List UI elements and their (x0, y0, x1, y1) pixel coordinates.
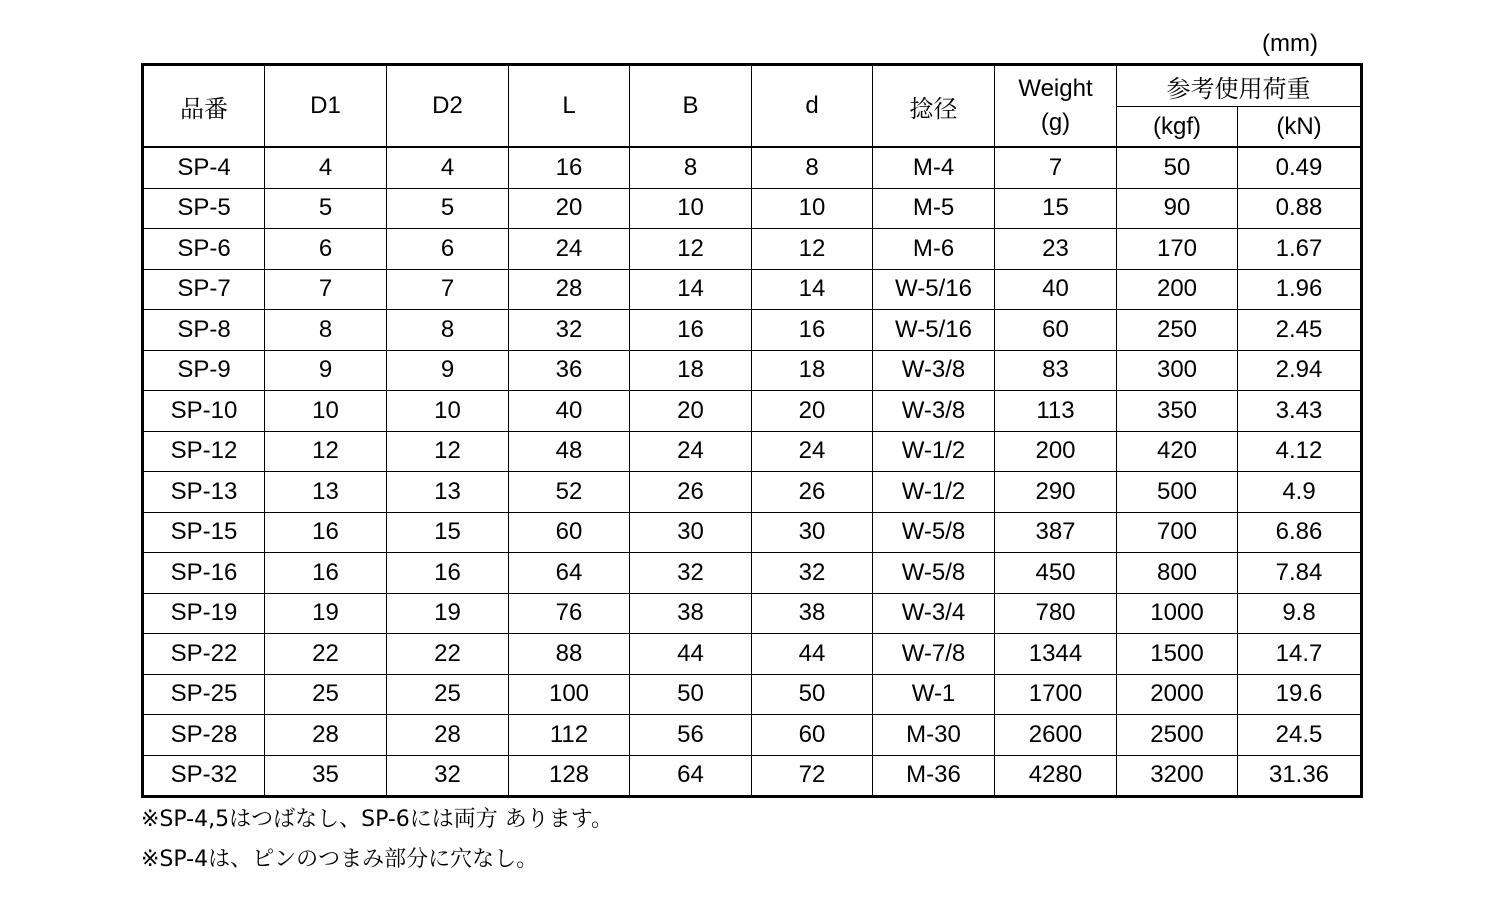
cell-load-kn: 0.49 (1238, 147, 1362, 188)
note-pin-hole: ※SP-4は、ピンのつまみ部分に穴なし。 (141, 847, 539, 872)
header-weight-line1: Weight (1018, 75, 1093, 102)
cell-load-kn: 31.36 (1238, 755, 1362, 797)
cell-d2: 13 (387, 472, 509, 513)
cell-l: 52 (509, 472, 630, 513)
table-row (143, 715, 1362, 756)
cell-load-kgf: 700 (1117, 512, 1238, 553)
notes (141, 800, 613, 880)
cell-l: 32 (509, 310, 630, 351)
cell-l: 20 (509, 188, 630, 229)
cell-l: 112 (509, 715, 630, 756)
table-row (143, 553, 1362, 594)
unit-label: (mm) (1262, 30, 1318, 57)
header-b: B (630, 65, 752, 148)
cell-weight: 290 (995, 472, 1117, 513)
cell-b: 24 (630, 431, 752, 472)
cell-load-kgf: 3200 (1117, 755, 1238, 797)
cell-d2: 6 (387, 229, 509, 270)
cell-l: 60 (509, 512, 630, 553)
cell-d2: 19 (387, 593, 509, 634)
cell-thread: W-1/2 (873, 431, 995, 472)
header-row-top (143, 65, 1362, 107)
cell-l: 76 (509, 593, 630, 634)
cell-d2: 22 (387, 634, 509, 675)
table-row (143, 674, 1362, 715)
table-row (143, 269, 1362, 310)
cell-d1: 9 (265, 350, 387, 391)
cell-d: 18 (752, 350, 873, 391)
cell-weight: 113 (995, 391, 1117, 432)
cell-d: 50 (752, 674, 873, 715)
cell-thread: M-36 (873, 755, 995, 797)
table-row (143, 593, 1362, 634)
cell-weight: 83 (995, 350, 1117, 391)
cell-load-kn: 1.96 (1238, 269, 1362, 310)
note-flange: ※SP-4,5はつばなし、SP-6には両方 あります。 (141, 807, 614, 832)
cell-d2: 16 (387, 553, 509, 594)
cell-part-no: SP-19 (143, 593, 265, 634)
cell-part-no: SP-5 (143, 188, 265, 229)
header-load-group: 参考使用荷重 (1117, 65, 1362, 107)
cell-b: 8 (630, 147, 752, 188)
cell-d1: 28 (265, 715, 387, 756)
cell-load-kgf: 2500 (1117, 715, 1238, 756)
cell-b: 26 (630, 472, 752, 513)
header-load-kgf: (kgf) (1117, 107, 1238, 148)
cell-load-kn: 9.8 (1238, 593, 1362, 634)
cell-thread: M-4 (873, 147, 995, 188)
cell-l: 36 (509, 350, 630, 391)
cell-load-kn: 14.7 (1238, 634, 1362, 675)
cell-d: 32 (752, 553, 873, 594)
cell-weight: 40 (995, 269, 1117, 310)
cell-d1: 25 (265, 674, 387, 715)
cell-load-kgf: 200 (1117, 269, 1238, 310)
cell-load-kgf: 1000 (1117, 593, 1238, 634)
cell-d1: 22 (265, 634, 387, 675)
header-weight (995, 65, 1117, 148)
header-d: d (752, 65, 873, 148)
cell-d1: 8 (265, 310, 387, 351)
cell-weight: 387 (995, 512, 1117, 553)
header-thread: 捻径 (873, 65, 995, 148)
table-row (143, 512, 1362, 553)
table-row (143, 188, 1362, 229)
cell-d1: 12 (265, 431, 387, 472)
cell-part-no: SP-9 (143, 350, 265, 391)
cell-b: 16 (630, 310, 752, 351)
cell-weight: 60 (995, 310, 1117, 351)
table-row (143, 229, 1362, 270)
cell-d: 24 (752, 431, 873, 472)
table-row (143, 147, 1362, 188)
cell-thread: W-3/8 (873, 350, 995, 391)
cell-thread: W-5/8 (873, 512, 995, 553)
cell-load-kn: 1.67 (1238, 229, 1362, 270)
cell-load-kn: 6.86 (1238, 512, 1362, 553)
cell-d: 38 (752, 593, 873, 634)
cell-b: 38 (630, 593, 752, 634)
cell-b: 64 (630, 755, 752, 797)
cell-b: 18 (630, 350, 752, 391)
cell-d: 30 (752, 512, 873, 553)
cell-part-no: SP-15 (143, 512, 265, 553)
cell-part-no: SP-25 (143, 674, 265, 715)
table-row (143, 634, 1362, 675)
cell-d: 44 (752, 634, 873, 675)
cell-weight: 7 (995, 147, 1117, 188)
cell-weight: 1344 (995, 634, 1117, 675)
header-l: L (509, 65, 630, 148)
cell-thread: W-1 (873, 674, 995, 715)
cell-thread: M-5 (873, 188, 995, 229)
table-body (143, 147, 1362, 797)
cell-load-kn: 4.12 (1238, 431, 1362, 472)
cell-load-kn: 4.9 (1238, 472, 1362, 513)
table-row (143, 431, 1362, 472)
cell-thread: W-7/8 (873, 634, 995, 675)
cell-thread: W-5/16 (873, 269, 995, 310)
cell-part-no: SP-6 (143, 229, 265, 270)
cell-l: 100 (509, 674, 630, 715)
cell-load-kn: 2.45 (1238, 310, 1362, 351)
cell-d: 8 (752, 147, 873, 188)
cell-thread: M-30 (873, 715, 995, 756)
cell-b: 56 (630, 715, 752, 756)
cell-l: 40 (509, 391, 630, 432)
header-load-kn: (kN) (1238, 107, 1362, 148)
cell-thread: W-1/2 (873, 472, 995, 513)
cell-weight: 780 (995, 593, 1117, 634)
cell-b: 10 (630, 188, 752, 229)
cell-load-kn: 2.94 (1238, 350, 1362, 391)
cell-d1: 4 (265, 147, 387, 188)
cell-load-kgf: 250 (1117, 310, 1238, 351)
table-row (143, 310, 1362, 351)
cell-load-kgf: 800 (1117, 553, 1238, 594)
cell-load-kgf: 50 (1117, 147, 1238, 188)
cell-d: 10 (752, 188, 873, 229)
cell-part-no: SP-22 (143, 634, 265, 675)
cell-l: 48 (509, 431, 630, 472)
table-row (143, 350, 1362, 391)
cell-load-kn: 0.88 (1238, 188, 1362, 229)
cell-d1: 10 (265, 391, 387, 432)
cell-d2: 4 (387, 147, 509, 188)
cell-b: 14 (630, 269, 752, 310)
header-d1: D1 (265, 65, 387, 148)
header-d2: D2 (387, 65, 509, 148)
header-part-no: 品番 (143, 65, 265, 148)
cell-l: 24 (509, 229, 630, 270)
cell-part-no: SP-13 (143, 472, 265, 513)
cell-part-no: SP-16 (143, 553, 265, 594)
cell-d2: 8 (387, 310, 509, 351)
cell-d: 14 (752, 269, 873, 310)
cell-d: 72 (752, 755, 873, 797)
cell-d2: 10 (387, 391, 509, 432)
spec-table (141, 63, 1363, 798)
cell-part-no: SP-28 (143, 715, 265, 756)
cell-d1: 19 (265, 593, 387, 634)
header-weight-line2: (g) (1040, 109, 1071, 136)
cell-weight: 23 (995, 229, 1117, 270)
cell-b: 50 (630, 674, 752, 715)
cell-d: 20 (752, 391, 873, 432)
cell-d2: 15 (387, 512, 509, 553)
cell-l: 128 (509, 755, 630, 797)
cell-weight: 450 (995, 553, 1117, 594)
cell-load-kn: 3.43 (1238, 391, 1362, 432)
cell-b: 32 (630, 553, 752, 594)
table-header (143, 65, 1362, 148)
cell-load-kgf: 2000 (1117, 674, 1238, 715)
cell-d2: 12 (387, 431, 509, 472)
cell-b: 12 (630, 229, 752, 270)
cell-d1: 7 (265, 269, 387, 310)
cell-d1: 35 (265, 755, 387, 797)
cell-d: 26 (752, 472, 873, 513)
cell-thread: W-3/4 (873, 593, 995, 634)
cell-d1: 16 (265, 512, 387, 553)
cell-d2: 5 (387, 188, 509, 229)
table-row (143, 755, 1362, 797)
cell-load-kn: 19.6 (1238, 674, 1362, 715)
cell-d2: 9 (387, 350, 509, 391)
cell-weight: 4280 (995, 755, 1117, 797)
cell-d1: 6 (265, 229, 387, 270)
cell-thread: M-6 (873, 229, 995, 270)
cell-part-no: SP-8 (143, 310, 265, 351)
cell-b: 44 (630, 634, 752, 675)
cell-part-no: SP-12 (143, 431, 265, 472)
cell-load-kgf: 90 (1117, 188, 1238, 229)
cell-d1: 5 (265, 188, 387, 229)
table-row (143, 472, 1362, 513)
cell-d2: 32 (387, 755, 509, 797)
cell-l: 16 (509, 147, 630, 188)
cell-load-kgf: 300 (1117, 350, 1238, 391)
cell-thread: W-5/16 (873, 310, 995, 351)
cell-load-kn: 7.84 (1238, 553, 1362, 594)
cell-thread: W-3/8 (873, 391, 995, 432)
cell-load-kgf: 170 (1117, 229, 1238, 270)
cell-l: 64 (509, 553, 630, 594)
cell-d: 60 (752, 715, 873, 756)
cell-b: 20 (630, 391, 752, 432)
cell-weight: 15 (995, 188, 1117, 229)
cell-weight: 1700 (995, 674, 1117, 715)
cell-d: 16 (752, 310, 873, 351)
cell-load-kgf: 1500 (1117, 634, 1238, 675)
cell-d: 12 (752, 229, 873, 270)
cell-d1: 13 (265, 472, 387, 513)
cell-part-no: SP-10 (143, 391, 265, 432)
cell-part-no: SP-32 (143, 755, 265, 797)
cell-thread: W-5/8 (873, 553, 995, 594)
cell-load-kn: 24.5 (1238, 715, 1362, 756)
cell-weight: 200 (995, 431, 1117, 472)
cell-l: 88 (509, 634, 630, 675)
cell-d2: 7 (387, 269, 509, 310)
cell-load-kgf: 420 (1117, 431, 1238, 472)
cell-d2: 25 (387, 674, 509, 715)
cell-weight: 2600 (995, 715, 1117, 756)
table-row (143, 391, 1362, 432)
cell-load-kgf: 350 (1117, 391, 1238, 432)
cell-part-no: SP-4 (143, 147, 265, 188)
cell-d2: 28 (387, 715, 509, 756)
cell-part-no: SP-7 (143, 269, 265, 310)
cell-l: 28 (509, 269, 630, 310)
cell-load-kgf: 500 (1117, 472, 1238, 513)
cell-d1: 16 (265, 553, 387, 594)
cell-b: 30 (630, 512, 752, 553)
